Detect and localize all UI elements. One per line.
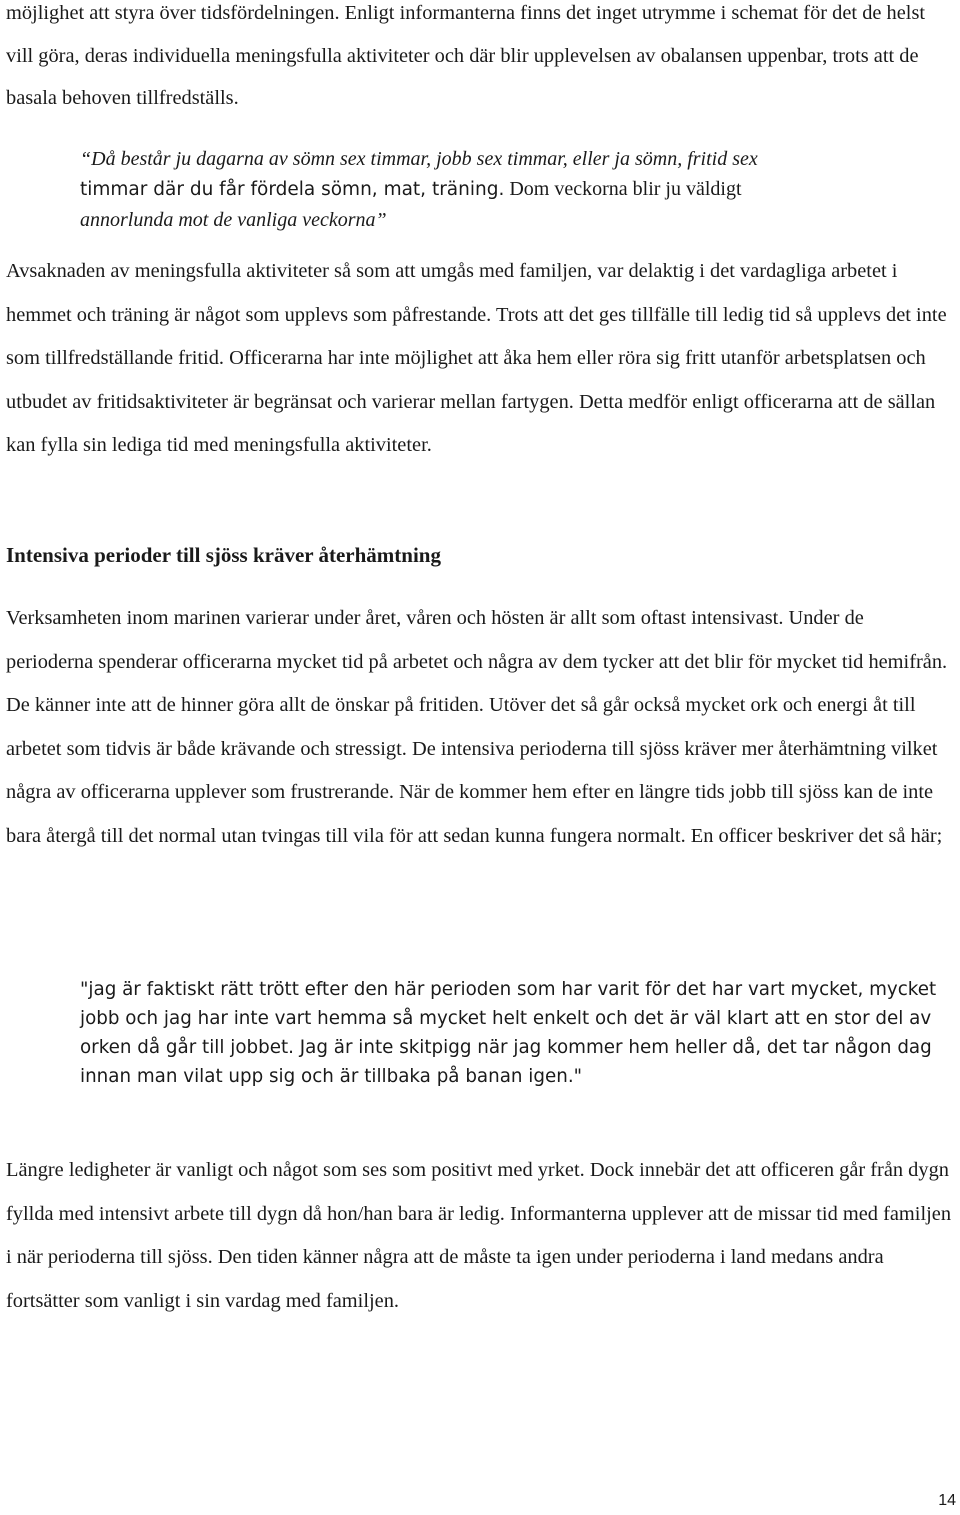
page-number: 14: [938, 1492, 956, 1509]
quote-text: annorlunda mot de vanliga veckorna”: [80, 209, 387, 231]
section-heading: Intensiva perioder till sjöss kräver återhämtning: [6, 543, 441, 567]
interview-quote: [80, 144, 950, 235]
interview-quote: "jag är faktiskt rätt trött efter den här perioden som har varit för det har vart mycket, mycket jobb och jag har inte vart hemma så mycket helt enkelt och det är väl klart att en stor del av orken då går till jobbet. Jag är inte skitpigg när jag kommer hem heller då, det tar någon dag innan man vilat upp sig och är tillbaka på banan igen.": [80, 979, 937, 1087]
quote-text: Dom veckorna blir ju väldigt: [509, 178, 742, 200]
body-paragraph: Verksamheten inom marinen varierar under året, våren och hösten är allt som oftast intensivast. Under de perioderna spenderar officerarna mycket tid på arbetet och några av dem tycker att det blir för mycket tid hemifrån. De känner inte att de hinner göra allt de önskar på fritiden. Utöver det så går också mycket ork och energi åt till arbetet som tidvis är både krävande och stressigt. De intensiva perioderna till sjöss kräver mer återhämtning vilket några av officerarna upplever som frustrerande. När de kommer hem efter en längre tids jobb till sjöss kan de inte bara återgå till det normal utan tvingas till vila för att sedan kunna fungera normalt. En officer beskriver det så här;: [6, 607, 948, 847]
quote-text: “Då består ju dagarna av sömn sex timmar, jobb sex timmar, eller ja sömn, fritid sex: [80, 148, 758, 170]
quote-text: timmar där du får fördela sömn, mat, träning.: [80, 179, 505, 200]
body-paragraph: Avsaknaden av meningsfulla aktiviteter så som att umgås med familjen, var delaktig i det vardagliga arbetet i hemmet och träning är något som upplevs som påfrestande. Trots att det ges tillfälle till ledig tid så upplevs det inte som tillfredställande fritid. Officerarna har inte möjlighet att åka hem eller röra sig fritt utanför arbetsplatsen och utbudet av fritidsaktiviteter är begränsat och varierar mellan fartygen. Detta medför enligt officerarna att de sällan kan fylla sin lediga tid med meningsfulla aktiviteter.: [6, 260, 947, 456]
body-paragraph: Längre ledigheter är vanligt och något som ses som positivt med yrket. Dock innebär det att officeren går från dygn fyllda med intensivt arbete till dygn då hon/han bara är ledig. Informanterna upplever att de missar tid med familjen i när perioderna till sjöss. Den tiden känner några att de måste ta igen under perioderna i land medans andra fortsätter som vanligt i sin vardag med familjen.: [6, 1159, 952, 1312]
body-paragraph: möjlighet att styra över tidsfördelningen. Enligt informanterna finns det inget utrymme i schemat för det de helst vill göra, deras individuella meningsfulla aktiviteter och där blir upplevelsen av obalansen uppenbar, trots att de basala behoven tillfredställs.: [6, 2, 926, 109]
